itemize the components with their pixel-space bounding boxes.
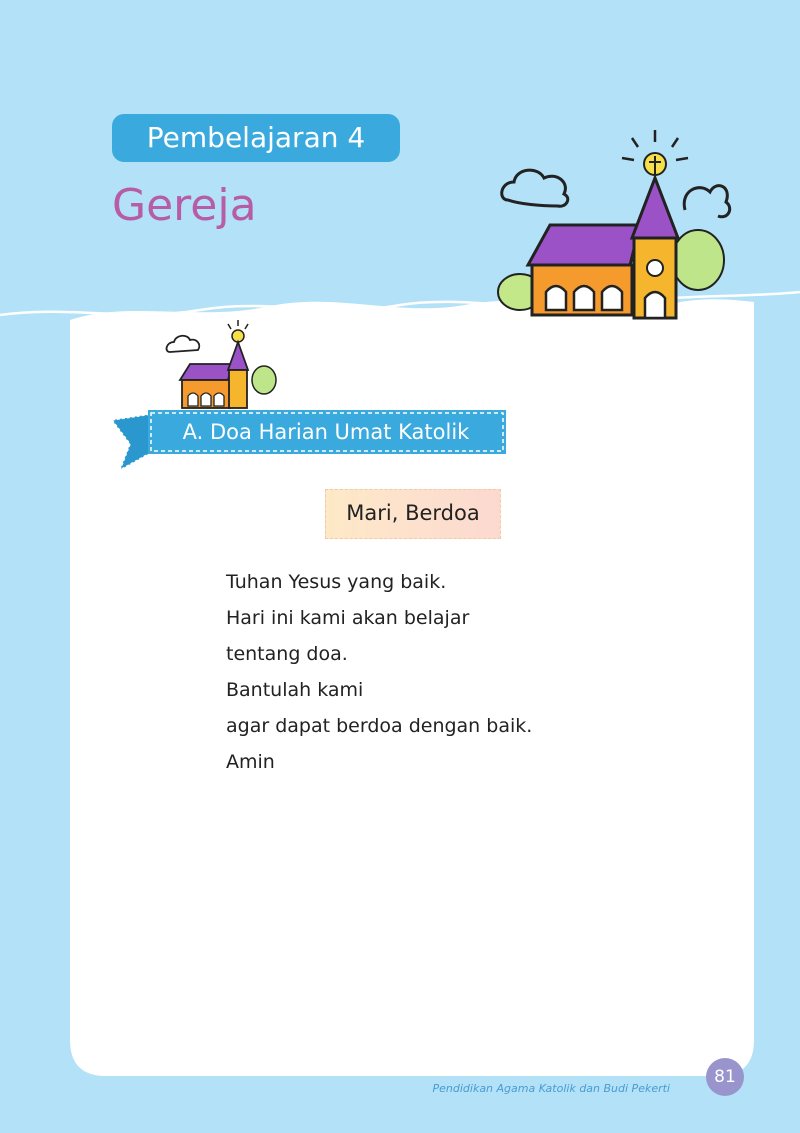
prayer-line: tentang doa. [226, 643, 348, 665]
small-church-illustration [160, 318, 280, 413]
prayer-line: Tuhan Yesus yang baik. [226, 571, 447, 593]
lesson-label-badge: Pembelajaran 4 [112, 114, 400, 162]
prayer-heading-box: Mari, Berdoa [325, 489, 501, 539]
page-number-badge: 81 [706, 1058, 744, 1096]
section-heading: A. Doa Harian Umat Katolik [182, 420, 470, 444]
prayer-line: Amin [226, 751, 275, 773]
footer-book-title: Pendidikan Agama Katolik dan Budi Pekerti [432, 1082, 670, 1095]
prayer-line: Bantulah kami [226, 679, 364, 701]
church-illustration [480, 120, 740, 330]
prayer-line: agar dapat berdoa dengan baik. [226, 715, 533, 737]
ribbon-tail [112, 414, 152, 470]
lesson-title: Gereja [112, 180, 257, 231]
prayer-text [226, 564, 626, 780]
prayer-line: Hari ini kami akan belajar [226, 607, 470, 629]
